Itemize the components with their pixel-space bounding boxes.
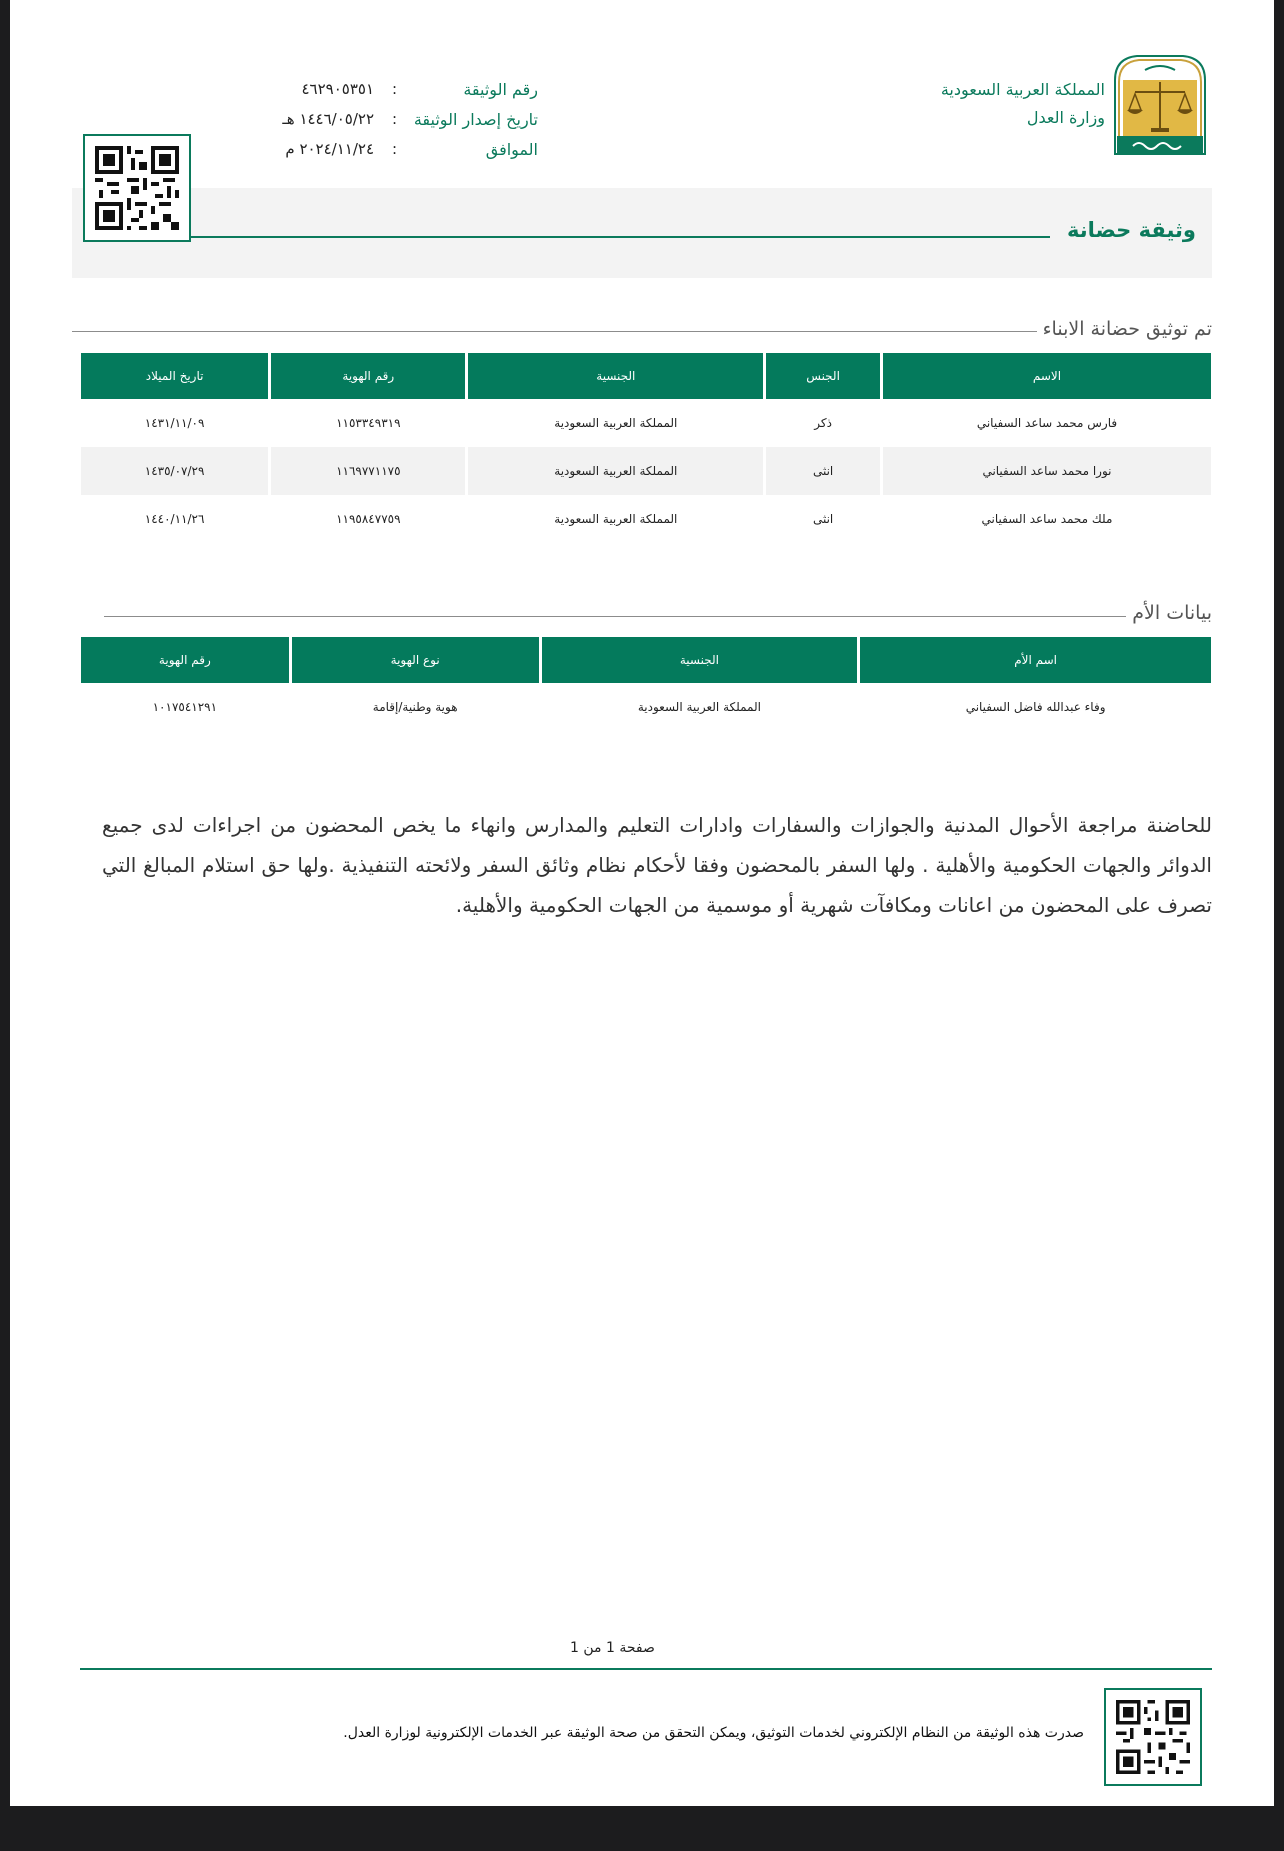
child-gender: ذكر: [814, 416, 832, 430]
table-row: [81, 447, 1211, 495]
column-header-name: الاسم: [883, 353, 1211, 399]
colon: :: [392, 80, 398, 98]
mother-section-title: بيانات الأم: [1126, 602, 1212, 624]
issue-date-value: ١٤٤٦/٠٥/٢٢ هـ: [282, 110, 374, 128]
column-header-nationality: الجنسية: [468, 353, 763, 399]
table-row: [81, 495, 1211, 543]
child-name: نورا محمد ساعد السفياني: [883, 447, 1211, 495]
title-band: [72, 188, 1212, 278]
child-nationality: المملكة العربية السعودية: [468, 447, 763, 495]
qr-code-icon[interactable]: [83, 134, 191, 242]
page-number: صفحة 1 من 1: [570, 1640, 655, 1656]
child-name: ملك محمد ساعد السفياني: [981, 512, 1113, 526]
mother-section-rule: [104, 616, 1212, 617]
colon: :: [392, 110, 398, 128]
mother-table: [78, 637, 1214, 731]
gregorian-date-label: الموافق: [485, 140, 538, 159]
child-id-number: ١١٩٥٨٤٧٧٥٩: [336, 512, 401, 526]
mother-id-number: ١٠١٧٥٤١٢٩١: [152, 700, 218, 714]
table-header-row: [81, 353, 1211, 399]
ministry-logo: [1105, 50, 1215, 160]
kingdom-name: المملكة العربية السعودية: [940, 80, 1105, 99]
child-id-number: ١١٥٣٣٤٩٣١٩: [336, 416, 401, 430]
column-header-birth-date: تاريخ الميلاد: [81, 353, 268, 399]
gregorian-date-value: ٢٠٢٤/١١/٢٤ م: [285, 140, 374, 158]
column-header-id-number: رقم الهوية: [81, 637, 289, 683]
footer-verification-note: صدرت هذه الوثيقة من النظام الإلكتروني لخدمات التوثيق، ويمكن التحقق من صحة الوثيقة عبر الخدمات الإلكترونية لوزارة العدل.: [343, 1725, 1084, 1741]
colon: :: [392, 140, 398, 158]
children-section-title: تم توثيق حضانة الابناء: [1037, 318, 1212, 340]
child-gender: انثى: [812, 512, 834, 526]
column-header-id-type: نوع الهوية: [292, 637, 539, 683]
issue-date-label: تاريخ إصدار الوثيقة: [413, 110, 538, 129]
table-row: [81, 399, 1211, 447]
table-header-row: [81, 637, 1211, 683]
column-header-mother-name: اسم الأم: [860, 637, 1211, 683]
child-nationality: المملكة العربية السعودية: [554, 512, 678, 526]
child-birth-date: ١٤٣٥/٠٧/٢٩: [81, 447, 268, 495]
column-header-id-number: رقم الهوية: [271, 353, 465, 399]
mother-id-type: هوية وطنية/إقامة: [372, 700, 458, 714]
column-header-nationality: الجنسية: [542, 637, 858, 683]
child-nationality: المملكة العربية السعودية: [554, 416, 678, 430]
child-gender: انثى: [766, 447, 880, 495]
title-underline: [108, 236, 1050, 238]
ministry-name: وزارة العدل: [1026, 108, 1105, 127]
child-birth-date: ١٤٤٠/١١/٢٦: [144, 512, 205, 526]
child-birth-date: ١٤٣١/١١/٠٩: [144, 416, 205, 430]
footer-rule: [80, 1668, 1212, 1670]
mother-name: وفاء عبدالله فاضل السفياني: [965, 700, 1106, 714]
mother-nationality: المملكة العربية السعودية: [637, 700, 761, 714]
custody-terms-paragraph: للحاضنة مراجعة الأحوال المدنية والجوازات والسفارات وادارات التعليم والمدارس وانهاء ما يخص المحضون من اجراءات لدى جميع الدوائر والجهات الحكومية والأهلية . ولها السفر بالمحضون وفقا لأحكام نظام وثائق السفر ولائحته التنفيذية .ولها حق استلام المبالغ التي تصرف على المحضون من اعانات ومكافآت شهرية أو موسمية من الجهات الحكومية والأهلية.: [102, 813, 1212, 917]
table-row: [81, 683, 1211, 731]
column-header-gender: الجنس: [766, 353, 880, 399]
doc-number-value: ٤٦٢٩٠٥٣٥١: [301, 80, 374, 98]
doc-number-label: رقم الوثيقة: [463, 80, 538, 99]
children-table: [78, 353, 1214, 543]
child-name: فارس محمد ساعد السفياني: [976, 416, 1118, 430]
document-page: [10, 0, 1274, 1806]
document-title: وثيقة حضانة: [1066, 218, 1196, 242]
child-id-number: ١١٦٩٧٧١١٧٥: [271, 447, 465, 495]
qr-code-icon[interactable]: [1104, 1688, 1202, 1786]
